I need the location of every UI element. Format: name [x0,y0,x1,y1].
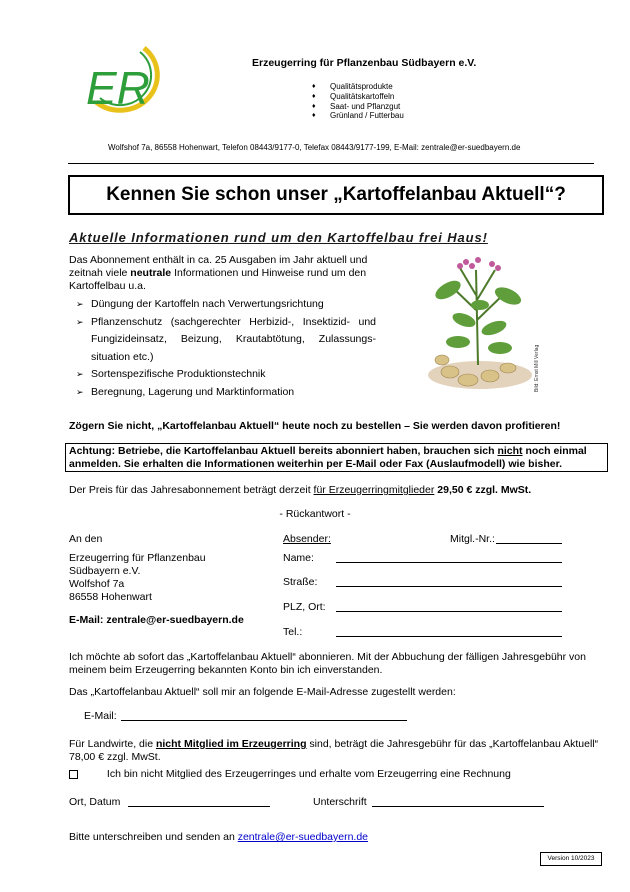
member-number-label: Mitgl.-Nr.: [450,533,495,545]
name-field[interactable] [336,562,562,563]
service-item: ♦ Saat- und Pflanzgut [330,102,404,112]
feature-item: ➢ Pflanzenschutz (sachgerechter Herbizid-, Insektizid- und Fungizideinsatz, Beizung, Krautabtötung, Zulassungs-situation etc.) [76,314,376,367]
nonmember-checkbox-row [69,768,511,781]
nonmember-checkbox[interactable] [69,770,78,779]
subheadline: Aktuelle Informationen rund um den Kartoffelbau frei Haus! [69,230,488,245]
send-instructions: Bitte unterschreiben und senden an zentrale@er-suedbayern.de [69,831,369,843]
potato-plant-illustration [420,250,538,392]
subscribe-text: Ich möchte ab sofort das „Kartoffelanbau Aktuell“ abonnieren. Mit der Abbuchung der fälligen Jahresgebühr von meinem beim Erzeugerring bekannten Konto bin ich einverstanden. [69,651,586,676]
phone-label: Tel.: [283,626,303,638]
street-field[interactable] [336,586,562,587]
header-divider [68,163,594,164]
place-date-label: Ort, Datum [69,796,121,808]
recipient-address: Erzeugerring für Pflanzenbau Südbayern e.V. Wolfshof 7a 86558 Hohenwart [69,552,206,603]
attention-notice: Achtung: Betriebe, die Kartoffelanbau Aktuell bereits abonniert haben, brauchen sich nicht noch einmal anmelden. Sie erhalten die Informationen weiterhin per E-Mail oder Fax (Auslaufmodell) wie bisher. [65,443,608,472]
phone-field[interactable] [336,636,562,637]
email-delivery-text: Das „Kartoffelanbau Aktuell“ soll mir an folgende E-Mail-Adresse zugestellt werden: [69,686,456,698]
organization-name: Erzeugerring für Pflanzenbau Südbayern e.V. [252,57,477,69]
intro-text: Das Abonnement enthält in ca. 25 Ausgaben im Jahr aktuell und zeitnah viele neutrale Informationen und Hinweise rund um den Kartoffelbau u.a. [69,254,368,292]
call-to-action: Zögern Sie nicht, „Kartoffelanbau Aktuell“ heute noch zu bestellen – Sie werden davon profitieren! [69,420,561,432]
service-item: ♦ Qualitätsprodukte [330,82,404,92]
version-label: Version 10/2023 [540,852,602,866]
services-list [330,82,404,121]
signature-field[interactable] [372,806,544,807]
place-date-field[interactable] [128,806,270,807]
nonmember-text: Für Landwirte, die nicht Mitglied im Erzeugerring sind, beträgt die Jahresgebühr für das „Kartoffelanbau Aktuell“ 78,00 € zzgl. MwSt. [69,738,599,763]
email-field[interactable] [121,720,407,721]
street-label: Straße: [283,576,318,588]
price-info: Der Preis für das Jahresabonnement beträgt derzeit für Erzeugerringmitglieder 29,50 € zzgl. MwSt. [69,484,532,496]
member-number-field[interactable] [496,543,562,544]
image-credit: Bild: Ernst Mill Verlag [534,344,540,392]
send-email-link[interactable]: zentrale@er-suedbayern.de [237,831,369,843]
recipient-label: An den [69,533,103,545]
sender-label: Absender: [283,533,331,545]
headline: Kennen Sie schon unser „Kartoffelanbau Aktuell“? [68,175,604,215]
address-line: Wolfshof 7a, 86558 Hohenwart, Telefon 08443/9177-0, Telefax 08443/9177-199, E-Mail: zentrale@er-suedbayern.de [108,143,521,152]
feature-item: ➢ Düngung der Kartoffeln nach Verwertungsrichtung [76,296,376,314]
service-item: ♦ Grünland / Futterbau [330,111,404,121]
zip-city-field[interactable] [336,611,562,612]
service-item: ♦ Qualitätskartoffeln [330,92,404,102]
zip-city-label: PLZ, Ort: [283,601,326,613]
name-label: Name: [283,552,314,564]
feature-item: ➢ Sortenspezifische Produktionstechnik [76,366,376,384]
nonmember-checkbox-label: Ich bin nicht Mitglied des Erzeugerringes und erhalte vom Erzeugerring eine Rechnung [106,768,511,780]
recipient-email: E-Mail: zentrale@er-suedbayern.de [69,614,244,626]
feature-item: ➢ Beregnung, Lagerung und Marktinformation [76,384,376,402]
signature-label: Unterschrift [313,796,367,808]
svg-text:ER: ER [86,62,150,114]
er-logo [82,44,190,118]
email-label: E-Mail: [84,710,117,722]
feature-list [76,296,376,401]
reply-title: - Rückantwort - [279,508,351,520]
